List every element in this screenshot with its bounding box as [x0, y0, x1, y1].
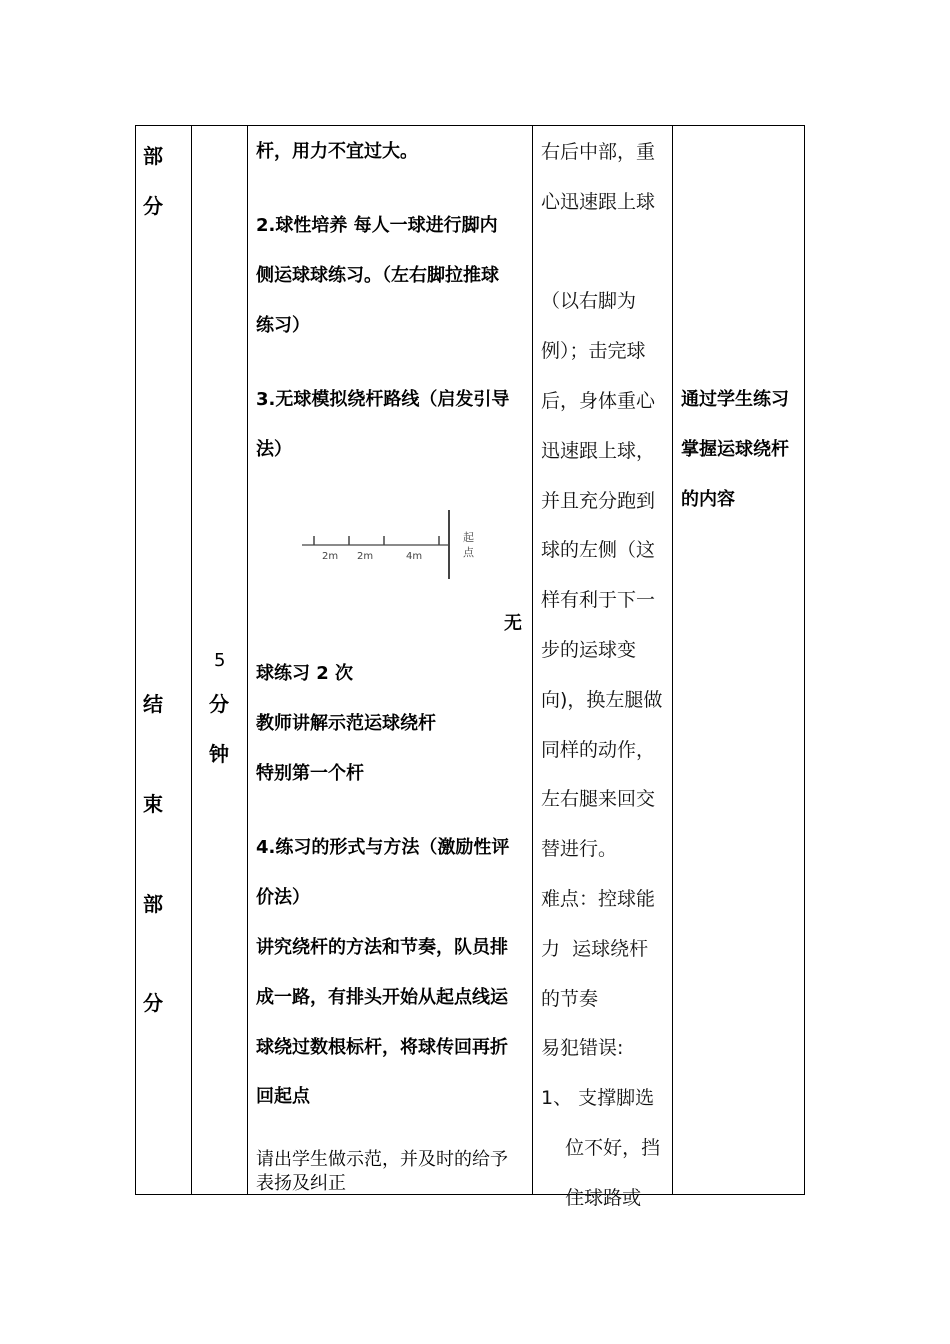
distance-label: 2m — [357, 551, 374, 562]
objective-line: 通过学生练习 — [681, 389, 789, 410]
key-point-line: 样有利于下一 — [541, 589, 656, 612]
pole-course-diagram — [298, 505, 488, 585]
content-line: 2.球性培养 每人一球进行脚内 — [256, 215, 498, 236]
column-divider — [532, 126, 533, 1194]
key-point-line: 心迅速跟上球 — [541, 190, 656, 213]
distance-label: 2m — [322, 551, 339, 562]
content-line: 杆，用力不宜过大。 — [256, 141, 418, 162]
content-line: 价法） — [256, 887, 310, 908]
column-divider — [191, 126, 192, 1194]
content-line: 回起点 — [256, 1086, 310, 1107]
key-point-line: 替进行。 — [541, 838, 618, 861]
content-line: 侧运球球练习。（左右脚拉推球 — [256, 265, 499, 286]
content-line: 请出学生做示范，并及时的给予 — [256, 1149, 508, 1170]
key-point-line: 右后中部，重 — [541, 141, 656, 163]
key-point-line: 力 运球绕杆 — [541, 937, 649, 960]
key-point-line: （以右脚为 — [541, 290, 637, 313]
content-line: 成一路，有排头开始从起点线运 — [256, 987, 508, 1008]
key-point-line: 易犯错误: — [541, 1037, 624, 1060]
content-line: 讲究绕杆的方法和节奏，队员排 — [256, 937, 508, 958]
content-line: 3.无球模拟绕杆路线（启发引导 — [256, 389, 510, 410]
objective-line: 掌握运球绕杆 — [681, 439, 789, 460]
key-point-line: 同样的动作， — [541, 738, 656, 761]
section-char: 分 — [143, 991, 163, 1015]
section-char: 结 — [143, 692, 163, 716]
distance-label: 4m — [406, 551, 423, 562]
key-point-line: 球的左侧（这 — [541, 539, 656, 562]
time-unit-char: 钟 — [209, 742, 229, 766]
section-char: 束 — [143, 792, 163, 816]
time-number: 5 — [214, 650, 226, 671]
start-label: 起 — [463, 531, 474, 544]
section-char: 部 — [143, 144, 163, 168]
key-point-line: 1、 支撑脚选 — [541, 1087, 655, 1110]
content-line: 特别第一个杆 — [256, 763, 364, 784]
content-line: 无 — [504, 613, 522, 634]
key-point-line: 后，身体重心 — [541, 390, 656, 412]
content-line: 法） — [256, 439, 292, 460]
section-char: 部 — [143, 892, 163, 916]
key-point-line: 向)，换左腿做 — [541, 688, 663, 711]
content-line: 球绕过数根标杆，将球传回再折 — [256, 1037, 508, 1058]
key-point-line: 左右腿来回交 — [541, 788, 656, 811]
start-label: 点 — [463, 546, 474, 559]
section-char: 分 — [143, 194, 163, 218]
key-point-line: 迅速跟上球， — [541, 439, 656, 462]
content-line: 教师讲解示范运球绕杆 — [256, 713, 436, 734]
content-line: 表扬及纠正 — [256, 1173, 346, 1194]
key-point-line: 例）；击完球 — [541, 340, 646, 363]
column-divider — [247, 126, 248, 1194]
key-point-line: 并且充分跑到 — [541, 489, 656, 512]
objective-line: 的内容 — [681, 489, 735, 510]
content-line: 练习） — [256, 315, 310, 336]
key-point-line: 的节奏 — [541, 987, 599, 1010]
key-point-line: 位不好，挡 — [541, 1137, 661, 1159]
content-line: 4.练习的形式与方法（激励性评 — [256, 837, 510, 858]
time-unit-char: 分 — [209, 692, 229, 716]
content-line: 球练习 2 次 — [256, 663, 354, 684]
column-divider — [672, 126, 673, 1194]
key-point-line: 难点：控球能 — [541, 888, 656, 910]
key-point-line: 住球路或 — [541, 1186, 642, 1209]
key-point-line: 步的运球变 — [541, 639, 637, 661]
